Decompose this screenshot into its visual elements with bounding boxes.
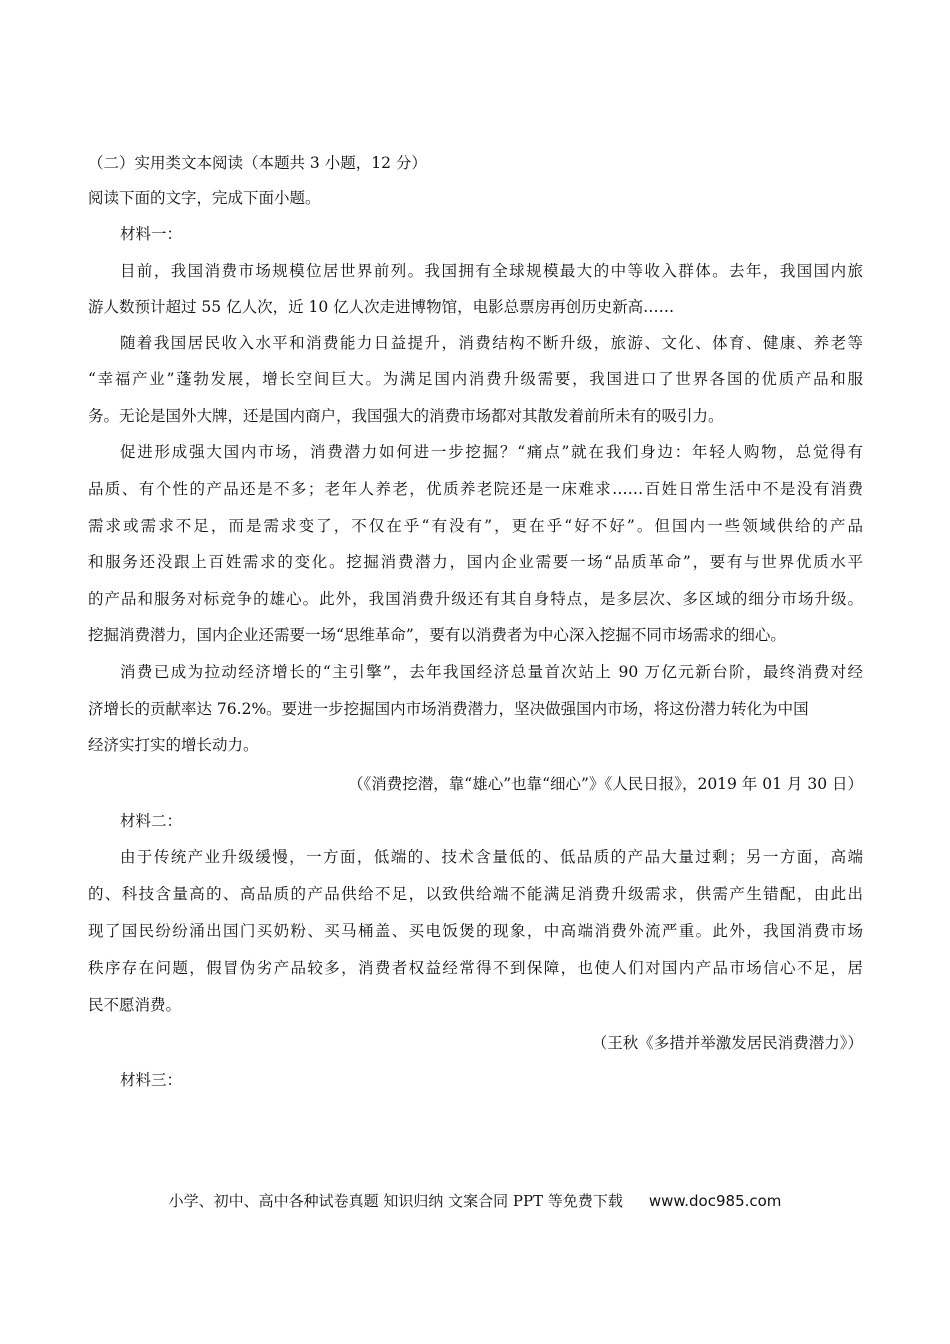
page-footer: [0, 1191, 950, 1211]
material1-line: 游人数预计超过 55 亿人次，近 10 亿人次走进博物馆，电影总票房再创历史新高……: [88, 298, 675, 316]
material1-line: 挖掘消费潜力，国内企业还需要一场“思维革命”，要有以消费者为中心深入挖掘不同市场需求的细心。: [88, 626, 786, 644]
material1-line: 的产品和服务对标竞争的雄心。此外，我国消费升级还有其自身特点，是多层次、多区域的细分市场升级。: [88, 590, 863, 608]
material2-line: 秩序存在问题，假冒伪劣产品较多，消费者权益经常得不到保障，也使人们对国内产品市场信心不足，居: [88, 959, 863, 977]
material1-line: 济增长的贡献率达 76.2%。要进一步挖掘国内市场消费潜力，坚决做强国内市场，将这份潜力转化为中国: [88, 700, 809, 718]
material1-line: 需求或需求不足，而是需求变了，不仅在乎“有没有”，更在乎“好不好”。但国内一些领域供给的产品: [88, 517, 863, 535]
material1-line: 消费已成为拉动经济增长的“主引擎”，去年我国经济总量首次站上 90 万亿元新台阶，最终消费对经: [120, 663, 863, 681]
section-heading: （二）实用类文本阅读（本题共 3 小题，12 分）: [88, 154, 427, 172]
material2-label: 材料二：: [120, 812, 183, 830]
material2-line: 由于传统产业升级缓慢，一方面，低端的、技术含量低的、低品质的产品大量过剩；另一方面，高端: [120, 848, 863, 866]
material3-label: 材料三：: [120, 1071, 183, 1089]
material2-line: 民不愿消费。: [88, 996, 182, 1014]
material1-line: 随着我国居民收入水平和消费能力日益提升，消费结构不断升级，旅游、文化、体育、健康、养老等: [120, 334, 863, 352]
material1-line: 品质、有个性的产品还是不多；老年人养老，优质养老院还是一床难求……百姓日常生活中不是没有消费: [88, 480, 863, 498]
material1-line: 促进形成强大国内市场，消费潜力如何进一步挖掘？“痛点”就在我们身边：年轻人购物，总觉得有: [120, 443, 863, 461]
footer-url[interactable]: www.doc985.com: [648, 1192, 782, 1210]
material1-source: （《消费挖潜，靠“雄心”也靠“细心”》《人民日报》，2019 年 01 月 30 日）: [348, 775, 863, 793]
material1-line: 经济实打实的增长动力。: [88, 736, 259, 754]
instruction-text: 阅读下面的文字，完成下面小题。: [88, 189, 321, 207]
material1-line: “幸福产业”蓬勃发展，增长空间巨大。为满足国内消费升级需要，我国进口了世界各国的优质产品和服: [88, 370, 863, 388]
material1-line: 和服务还没跟上百姓需求的变化。挖掘消费潜力，国内企业需要一场“品质革命”，要有与世界优质水平: [88, 553, 863, 571]
material1-line: 目前，我国消费市场规模位居世界前列。我国拥有全球规模最大的中等收入群体。去年，我国国内旅: [120, 262, 863, 280]
material1-line: 务。无论是国外大牌，还是国内商户，我国强大的消费市场都对其散发着前所未有的吸引力。: [88, 407, 724, 425]
footer-text: 小学、初中、高中各种试卷真题 知识归纳 文案合同 PPT 等免费下载: [168, 1192, 623, 1210]
material2-line: 现了国民纷纷涌出国门买奶粉、买马桶盖、买电饭煲的现象，中高端消费外流严重。此外，我国消费市场: [88, 922, 863, 940]
material1-label: 材料一：: [120, 225, 183, 243]
material2-source: （王秋《多措并举激发居民消费潜力》）: [591, 1034, 863, 1052]
material2-line: 的、科技含量高的、高品质的产品供给不足，以致供给端不能满足消费升级需求，供需产生错配，由此出: [88, 885, 863, 903]
